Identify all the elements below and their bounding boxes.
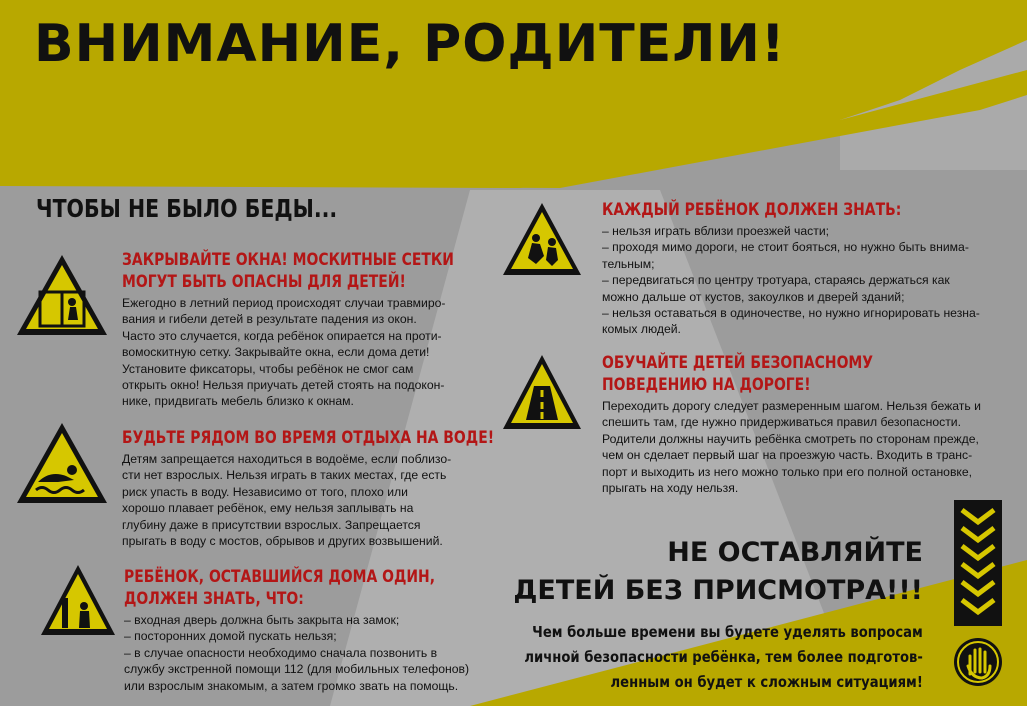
section-must-know-text: – нельзя играть вблизи проезжей части; – проходя мимо дороги, не стоит бояться, но нужно быть внима- тельным; – передвигаться по центру тротуара, стараясь держаться как можно дальше от кустов, закоулков и дверей зданий; – нельзя оставаться в одиночестве, но нужно игнорировать незна- комых людей. xyxy=(602,224,980,337)
section-water-text: Детям запрещается находиться в водоёме, если поблизо- сти нет взрослых. Нельзя играть в таких местах, где есть риск упасть в воду. Независимо от того, плохо или хорошо плавает ребёнок, ему нельзя заплывать на глубину даже в присутствии взрослых. Запрещается прыгать в воду с мостов, обрывов и других возвышений. xyxy=(122,452,452,549)
section-windows-title: ЗАКРЫВАЙТЕ ОКНА! МОСКИТНЫЕ СЕТКИ МОГУТ БЫТЬ ОПАСНЫ ДЛЯ ДЕТЕЙ! xyxy=(122,250,454,292)
page-title: ВНИМАНИЕ, РОДИТЕЛИ! xyxy=(34,14,786,74)
section-road xyxy=(602,352,981,496)
callout-title: НЕ ОСТАВЛЯЙТЕ ДЕТЕЙ БЕЗ ПРИСМОТРА!!! xyxy=(513,537,923,606)
child-at-door-warning-icon xyxy=(38,562,118,638)
section-water-title: БУДЬТЕ РЯДОМ ВО ВРЕМЯ ОТДЫХА НА ВОДЕ! xyxy=(122,428,495,448)
section-home-alone-title: РЕБЁНОК, ОСТАВШИЙСЯ ДОМА ОДИН, ДОЛЖЕН ЗНАТЬ, ЧТО: xyxy=(124,567,435,609)
section-home-alone xyxy=(124,566,503,694)
section-water xyxy=(122,427,576,549)
section-home-alone-text: – входная дверь должна быть закрыта на замок; – посторонних домой пускать нельзя; – в случае опасности необходимо сначала позвонить в службу экстренной помощи 112 (для мобильных телефонов) или взрослым знакомым, а затем громко звать на помощь. xyxy=(124,613,470,693)
section-windows-text: Ежегодно в летний период происходят случаи травмиро- вания и гибели детей в результате падения из окон. Часто это случается, когда ребёнок опирается на проти- вомоскитную сетку. Закрывайте окна, если дома дети! Установите фиксаторы, чтобы ребёнок не смог сам открыть окно! Нельзя приучать детей стоять на подокон- нике, придвигать мебель близко к окнам. xyxy=(122,296,446,409)
callout-text: Чем больше времени вы будете уделять вопросам личной безопасности ребёнка, тем более подготов- ленным он будет к сложным ситуациям! xyxy=(524,623,923,691)
swimmer-warning-icon xyxy=(14,420,110,506)
section-road-text: Переходить дорогу следует размеренным шагом. Нельзя бежать и спешить там, где нужно придерживаться правил безопасности. Родители должны научить ребёнка смотреть по сторонам прежде, чем он сделает первый шаг на проезжую часть. Входить в транс- порт и выходить из него можно только при его полной остановке, прыгать на ходу нельзя. xyxy=(602,399,981,496)
callout-body xyxy=(454,620,923,695)
chevron-barrier-icon xyxy=(954,500,1002,630)
section-must-know-title: КАЖДЫЙ РЕБЁНОК ДОЛЖЕН ЗНАТЬ: xyxy=(602,200,902,220)
callout xyxy=(513,534,923,610)
section-road-title: ОБУЧАЙТЕ ДЕТЕЙ БЕЗОПАСНОМУ ПОВЕДЕНИЮ НА ДОРОГЕ! xyxy=(602,353,874,395)
window-child-warning-icon xyxy=(14,252,110,338)
stop-hand-icon xyxy=(952,636,1004,688)
section-must-know xyxy=(602,199,980,338)
page-subtitle: ЧТОБЫ НЕ БЫЛО БЕДЫ... xyxy=(36,194,338,223)
section-windows xyxy=(122,249,527,410)
